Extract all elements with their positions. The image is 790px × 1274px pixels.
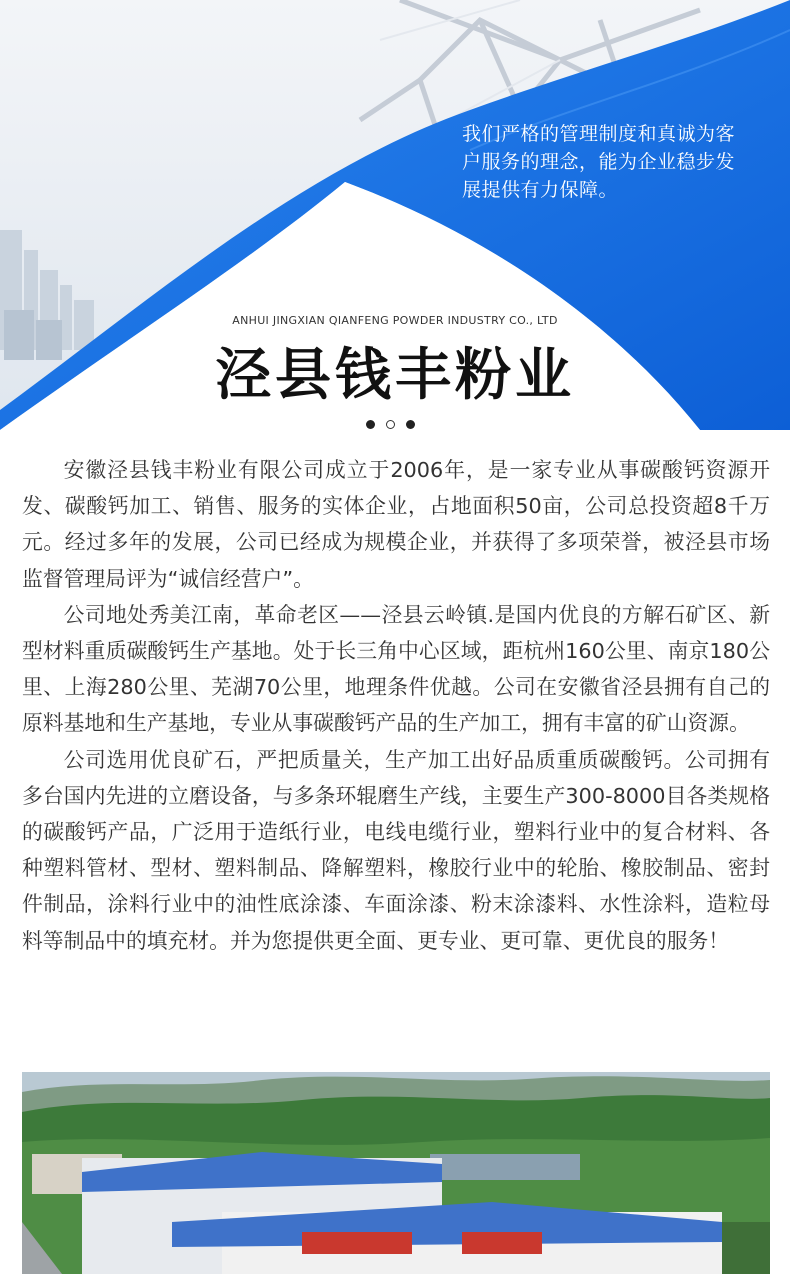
dot-indicator xyxy=(386,420,395,429)
hero-quote xyxy=(462,120,772,204)
dot-indicator xyxy=(366,420,375,429)
factory-illustration xyxy=(22,1072,770,1274)
carousel-dots xyxy=(366,420,415,429)
page-title: 泾县钱丰粉业 xyxy=(215,343,575,408)
intro-paragraph: 公司地处秀美江南，革命老区——泾县云岭镇.是国内优良的方解石矿区、新型材料重质碳酸钙生产基地。处于长三角中心区域，距杭州160公里、南京180公里、上海280公里、芜湖70公里，地理条件优越。公司在安徽省泾县拥有自己的原料基地和生产基地，专业从事碳酸钙产品的生产加工，拥有丰富的矿山资源。 xyxy=(22,602,770,736)
hero-quote-line: 我们严格的管理制度和真诚为客 xyxy=(462,123,736,145)
intro-paragraph: 公司选用优良矿石，严把质量关，生产加工出好品质重质碳酸钙。公司拥有多台国内先进的立磨设备，与多条环辊磨生产线，主要生产300-8000目各类规格的碳酸钙产品，广泛用于造纸行业，电线电缆行业，塑料行业中的复合材料、各种塑料管材、型材、塑料制品、降解塑料，橡胶行业中的轮胎、橡胶制品、密封件制品，涂料行业中的油性底涂漆、车面涂漆、粉末涂漆料、水性涂料，造粒母料等制品中的填充材。并为您提供更全面、更专业、更可靠、更优良的服务！ xyxy=(22,747,770,953)
dot-indicator xyxy=(406,420,415,429)
company-english-name: ANHUI JINGXIAN QIANFENG POWDER INDUSTRY CO., LTD xyxy=(232,314,558,327)
factory-photo xyxy=(22,1072,770,1274)
intro-paragraph: 安徽泾县钱丰粉业有限公司成立于2006年，是一家专业从事碳酸钙资源开发、碳酸钙加工、销售、服务的实体企业，占地面积50亩，公司总投资超8千万元。经过多年的发展，公司已经成为规模企业，并获得了多项荣誉，被泾县市场监督管理局评为“诚信经营户”。 xyxy=(22,458,770,591)
hero-quote-line: 展提供有力保障。 xyxy=(462,179,619,201)
hero-quote-line: 户服务的理念，能为企业稳步发 xyxy=(462,151,736,173)
company-intro xyxy=(22,452,770,959)
